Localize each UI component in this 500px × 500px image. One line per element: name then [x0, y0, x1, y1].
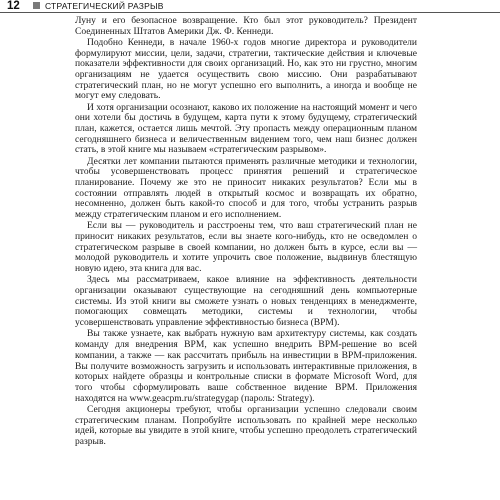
paragraph: Здесь мы рассматриваем, какое влияние на эффективность деятельности организации оказывают существующие на сегодняшний день компьютерные системы. Из этой книги вы сможете узнать о новых тенденциях в менеджменте, помогающих совмещать методики, системы и технологии, чтобы усовершенствовать управление эффективностью бизнеса (BPM).	[75, 274, 417, 329]
running-title: СТРАТЕГИЧЕСКИЙ РАЗРЫВ	[45, 1, 164, 11]
header-square-ornament	[33, 2, 40, 9]
body-text	[75, 16, 417, 448]
paragraph: Вы также узнаете, как выбрать нужную вам архитектуру системы, как создать команду для внедрения BPM, как успешно внедрить BPM-решение во всей компании, а также — как рассчитать прибыль на инвестиции в BPM-приложения. Вы получите возможность загрузить и использовать интерактивные приложения, в которых найдете образцы и контрольные списки в формате Microsoft Word, для того чтобы сформулировать ваше собственное видение BPM. Приложения находятся на www.geacpm.ru/strategygap (пароль: Strategy).	[75, 328, 417, 404]
paragraph: Подобно Кеннеди, в начале 1960-х годов многие директора и руководители формулируют миссии, цели, задачи, стратегии, тактические действия и ключевые показатели эффективности для своих организаций. Но, как это ни грустно, многим организациям не удается осуществить свою миссию. Они разрабатывают стратегический план, но не могут успешно его выполнить, а иногда и вообще не могут ему следовать.	[75, 36, 417, 102]
paragraph: Десятки лет компании пытаются применять различные методики и технологии, чтобы усовершенствовать процесс принятия решений и стратегическое планирование. Почему же это не приносит никаких результатов? Если мы в состоянии отправлять людей в открытый космос и возвращать их обратно, несомненно, должен быть какой-то способ и для того, чтобы устранить разрыв между стратегическим планом и его исполнением.	[75, 155, 417, 221]
paragraph: Сегодня акционеры требуют, чтобы организации успешно следовали своим стратегическим планам. Попробуйте использовать по крайней мере несколько идей, которые вы увидите в этой книге, чтобы успешно преодолеть стратегический разрыв.	[75, 403, 417, 447]
page-number: 12	[7, 0, 20, 12]
paragraph: Луну и его безопасное возвращение. Кто был этот руководитель? Президент Соединенных Штатов Америки Дж. Ф. Кеннеди.	[75, 15, 417, 37]
paragraph: И хотя организации осознают, каково их положение на настоящий момент и чего они хотели бы достичь в будущем, карта пути к этому будущему, стратегический план, кажется, остается лишь мечтой. Эту пропасть между операционным планом сегодняшнего бизнеса и величественным видением того, чем наш бизнес должен стать, в этой книге мы называем «стратегическим разрывом».	[75, 101, 417, 156]
paragraph: Если вы — руководитель и расстроены тем, что ваш стратегический план не приносит никаких результатов, если вы знаете кого-нибудь, кто не осведомлен о стратегическом разрыве в своей компании, но должен быть в курсе, если вы — молодой руководитель и хотите упрочить свое положение, выдвинув блестящую новую идею, эта книга для вас.	[75, 220, 417, 275]
header-rule	[0, 12, 500, 13]
running-header	[0, 0, 500, 12]
